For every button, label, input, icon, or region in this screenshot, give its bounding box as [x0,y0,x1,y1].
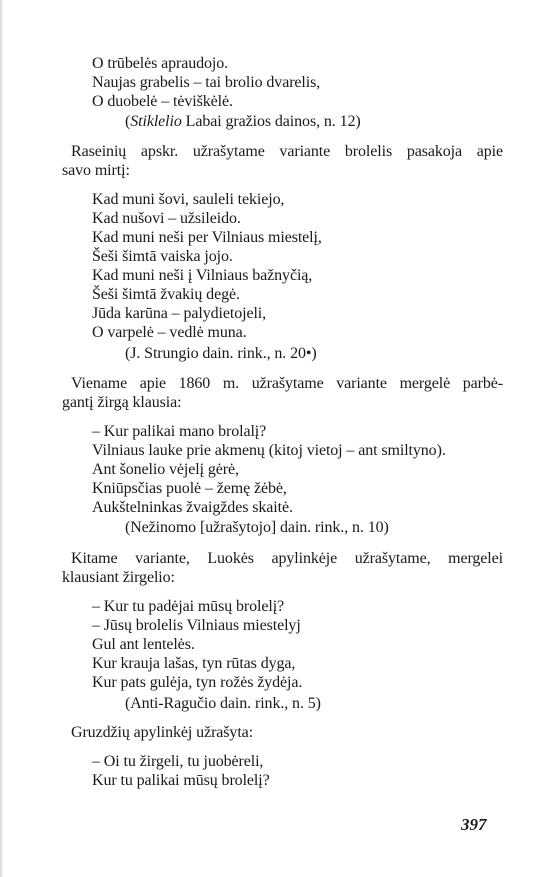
page-edge-shadow [0,0,4,877]
source-italic: Stiklelio [130,113,182,130]
paragraph-line: gantį žirgą klausia: [62,394,182,411]
poem-line: Kur pats gulėja, tyn rožės žydėja. [92,674,303,691]
poem-line: – Oi tu žirgeli, tu juobėreli, [92,753,264,770]
poem-line: – Kur palikai mano brolalį? [92,423,267,440]
poem-line: Kad nušovi – užsileido. [92,210,241,227]
poem-source: (Nežinomo [užrašytojo] dain. rink., n. 10) [125,519,389,536]
poem-line: – Kur tu padėjai mūsų brolelį? [92,598,285,615]
poem-line: Naujas grabelis – tai brolio dvarelis, [92,74,321,91]
poem-line: Kniūpsčias puolė – žemę žėbė, [92,480,287,497]
poem-line: Vilniaus lauke prie akmenų (kitoj vietoj – ant smiltyno). [92,442,446,459]
poem-line: Kad muni neši per Vilniaus miestelį, [92,229,322,246]
paragraph-line: savo mirtį: [62,162,130,179]
poem-source: (Anti-Ragučio dain. rink., n. 5) [125,695,321,712]
poem-line: Šeši šimtā vaiska jojo. [92,248,233,265]
paragraph-line: klausiant žirgelio: [62,569,175,586]
poem-line: O trūbelės apraudojo. [92,55,229,72]
poem-source: (Stiklelio Labai gražios dainos, n. 12) [125,113,361,130]
poem-line: Šeši šimtā žvakių degė. [92,286,240,303]
source-rest: Labai gražios dainos, n. 12) [181,113,361,130]
poem-line: Kur tu palikai mūsų brolelį? [92,772,270,789]
paragraph-line: Gruzdžių apylinkėj užrašyta: [71,724,254,741]
poem-line: Kad muni šovi, sauleli tekiejo, [92,191,285,208]
page-number: 397 [461,815,487,834]
paragraph-line: Kitame variante, Luokės apylinkėje užrašytame, mergelei [71,550,503,567]
paragraph-line: Raseinių apskr. užrašytame variante brolelis pasakoja apie [71,143,503,160]
poem-line: Gul ant lentelės. [92,636,195,653]
poem-line: Ant šonelio vėjelį gėrė, [92,461,239,478]
poem-line: O varpelė – vedlė muna. [92,324,247,341]
poem-line: Kur krauja lašas, tyn rūtas dyga, [92,655,296,672]
poem-line: O duobelė – tėviškėlė. [92,93,233,110]
poem-line: Kad muni neši į Vilniaus bažnyčią, [92,267,313,284]
poem-source: (J. Strungio dain. rink., n. 20•) [125,345,317,362]
poem-line: – Jūsų brolelis Vilniaus miestelyj [92,617,301,634]
paragraph-line: Viename apie 1860 m. užrašytame variante mergelė parbė- [71,375,503,392]
poem-line: Aukštelninkas žvaigždes skaitė. [92,499,293,516]
poem-line: Jūda karūna – palydietojeli, [92,305,267,322]
